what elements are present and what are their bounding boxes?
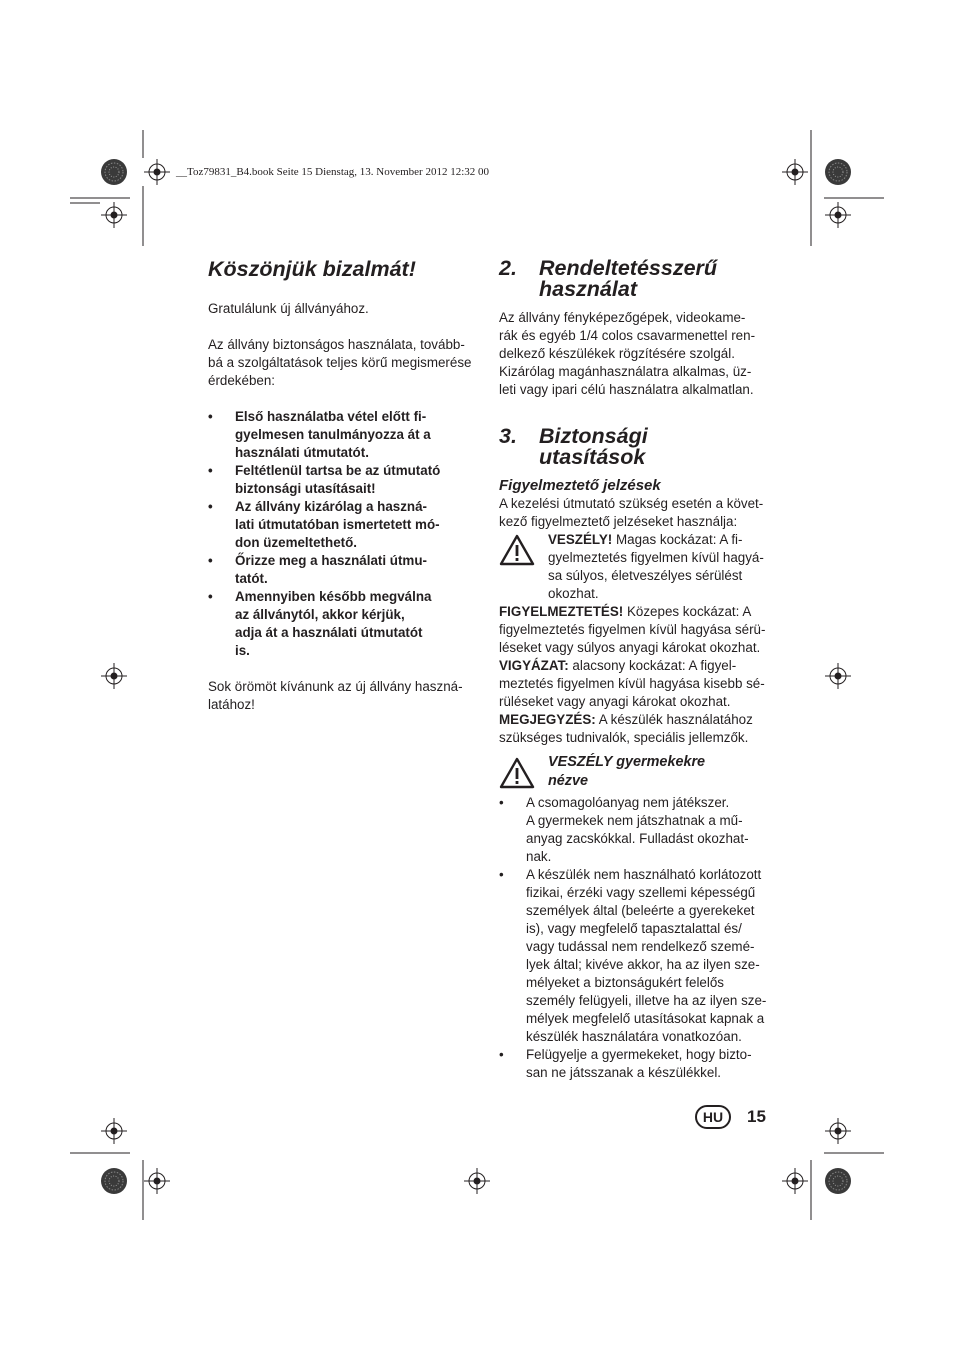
warning-triangle-icon [499,753,539,794]
intro-line: érdekében: [208,373,276,388]
section-heading-intended-use [499,258,775,300]
registration-mark-icon [144,1168,170,1194]
list-item: • A csomagolóanyag nem játékszer. A gyermekek nem játszhatnak a mű- anyag zacskókkal. Fulladást okozhat- nak. [499,794,775,866]
note-level-text: MEGJEGYZÉS: A készülék használatához szükséges tudnivalók, speciális jellemzők. [499,712,753,745]
warnings-intro: A kezelési útmutató szükség esetén a követ- kező figyelmeztető jelzéseket használja: [499,496,764,529]
registration-mark-icon [825,1118,851,1144]
left-column [208,258,483,714]
subheading-warning-signs: Figyelmeztető jelzések [499,477,661,494]
list-item: • Őrizze meg a használati útmu- tatót. [208,552,483,588]
intro-line: bá a szolgáltatások teljes körű megismerése [208,355,472,370]
registration-mark-icon [464,1168,490,1194]
section-title: Biztonsági utasítások [539,424,648,469]
danger-text: VESZÉLY! Magas kockázat: A fi- gyelmeztetés figyelmen kívül hagyá- sa súlyos, életveszélyes sérülést okozhat. [548,532,764,601]
registration-mark-icon [782,159,808,185]
list-item: • Felügyelje a gyermekeket, hogy bizto- san ne játsszanak a készülékkel. [499,1046,775,1082]
section-title: Rendeltetésszerű használat [539,256,718,301]
section-number: 2. [499,256,517,280]
registration-mark-icon [101,202,127,228]
registration-mark-icon [825,202,851,228]
list-item: • Amennyiben később megválna az állványtól, akkor kérjük, adja át a használati útmutatót is. [208,588,483,660]
children-danger-bullets [499,794,775,1082]
registration-mark-icon [144,159,170,185]
children-danger-heading [499,753,775,794]
list-item: • Első használatba vétel előtt fi- gyelmesen tanulmányozza át a használati útmutatót. [208,408,483,462]
page-footer [695,1105,766,1129]
intro-paragraph [208,336,483,390]
color-target-icon [101,1168,127,1194]
page-title: Köszönjük bizalmát! [208,257,416,281]
right-column [499,258,775,1082]
children-danger-title: VESZÉLY gyermekekre nézve [548,754,706,789]
file-info-header: __Toz79831_B4.book Seite 15 Dienstag, 13. November 2012 12:32 00 [176,166,490,178]
warning-triangle-icon [499,531,539,603]
intro-line: Az állvány biztonságos használata, tovább- [208,337,465,352]
caution-level-text: VIGYÁZAT: alacsony kockázat: A figyel- meztetés figyelmen kívül hagyása kisebb sé- rüléseket vagy anyagi károkat okozhat. [499,658,765,709]
registration-mark-icon [101,663,127,689]
registration-mark-icon [825,663,851,689]
danger-notice [499,531,775,603]
color-target-icon [101,159,127,185]
color-target-icon [825,1168,851,1194]
intended-use-paragraph: Az állvány fényképezőgépek, videokame- rák és egyéb 1/4 colos csavarmenettel ren- delkező készülékek rögzítésére szolgál. Kizárólag magánhasználatra alkalmas, üz- leti vagy ipari célú használatra alkalmatlan. [499,310,756,397]
list-item: • Feltétlenül tartsa be az útmutató biztonsági utasításait! [208,462,483,498]
section-heading-safety [499,426,775,468]
list-item: • A készülék nem használható korlátozott fizikai, érzéki vagy szellemi képességű személyek által (beleérte a gyerekeket is), vagy megfelelő tapasztalattal és/ vagy tudással nem rendelkező szemé- lyek által; kivéve akkor, ha az ilyen sze- mélyeket a biztonságukért felelős személy felügyeli, illetve ha az ilyen sze- mélyek megfelelő utasításokat kapnak a készülék használatára vonatkozóan. [499,866,775,1046]
page-number: 15 [747,1107,766,1126]
closing-text: Sok örömöt kívánunk az új állvány haszná- latához! [208,679,463,712]
color-target-icon [825,159,851,185]
language-badge: HU [695,1105,731,1129]
greeting-text: Gratulálunk új állványához. [208,301,369,316]
list-item: • Az állvány kizárólag a haszná- lati útmutatóban ismertetett mó- don üzemeltethető. [208,498,483,552]
section-number: 3. [499,424,517,448]
registration-mark-icon [782,1168,808,1194]
registration-mark-icon [101,1118,127,1144]
warning-level-text: FIGYELMEZTETÉS! Közepes kockázat: A figyelmeztetés figyelmen kívül hagyása sérü- léseket vagy súlyos anyagi károkat okozhat. [499,604,766,655]
safety-bullets [208,408,483,660]
